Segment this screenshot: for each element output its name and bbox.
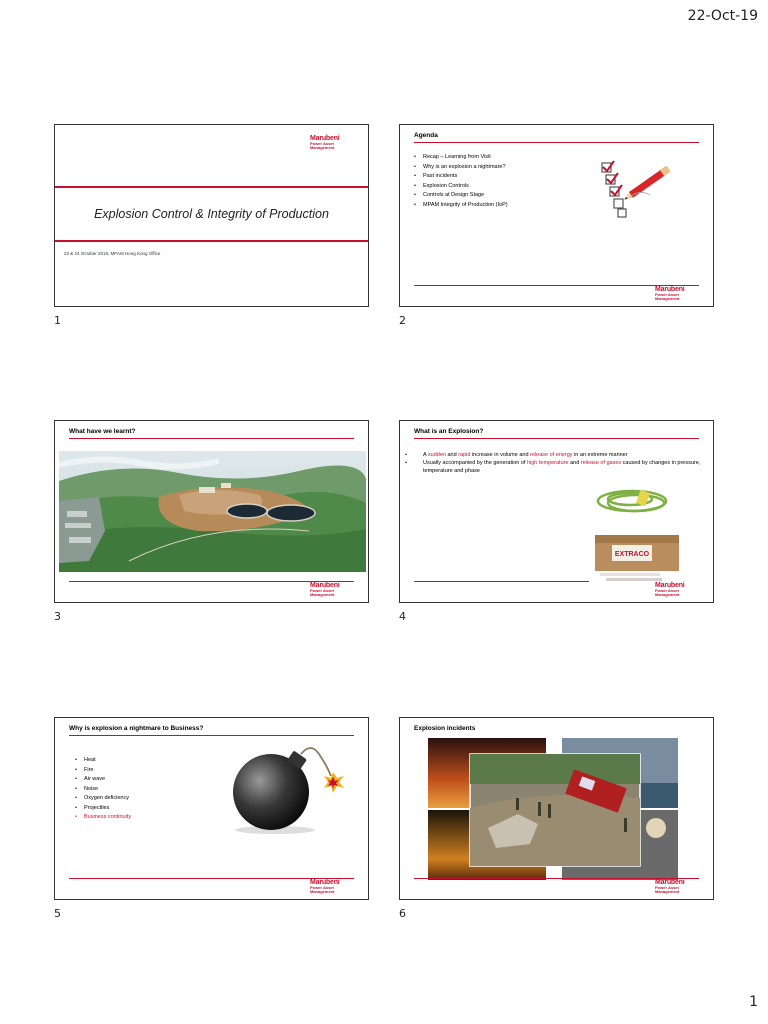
logo-subtext: Power Asset bbox=[655, 292, 679, 297]
list-item: • Usually accompanied by the generation of high temperature and release of gases caused by changes in pressure, temperature and phase bbox=[414, 459, 704, 475]
logo-subtext-2: Management bbox=[655, 592, 680, 597]
list-item: • Heat bbox=[75, 756, 131, 766]
slide-6[interactable] bbox=[399, 717, 714, 900]
logo-text: Marubeni bbox=[655, 879, 685, 886]
box-label: EXTRACO bbox=[614, 551, 650, 558]
definition-list bbox=[414, 451, 704, 475]
slide-title: What is an Explosion? bbox=[414, 428, 484, 435]
list-item: • Noise bbox=[75, 785, 131, 795]
list-item: • Recap – Learning from Visit bbox=[414, 153, 508, 163]
list-item: • Why is an explosion a nightmare? bbox=[414, 163, 508, 173]
list-item: • Fire bbox=[75, 766, 131, 776]
title-divider-top bbox=[55, 186, 368, 188]
slide-2[interactable] bbox=[399, 124, 714, 307]
slide-title: Explosion Control & Integrity of Production bbox=[94, 207, 329, 221]
marubeni-logo bbox=[310, 135, 354, 151]
logo-subtext-2: Management bbox=[310, 889, 335, 894]
title-rule bbox=[69, 438, 354, 439]
hazard-list bbox=[75, 756, 131, 823]
slide-number: 1 bbox=[54, 314, 61, 327]
slide-subtitle: 23 & 24 October 2019, MPAM Hong Kong Office bbox=[64, 251, 161, 256]
slide-1[interactable] bbox=[54, 124, 369, 307]
slide-number: 3 bbox=[54, 610, 61, 623]
logo-text: Marubeni bbox=[310, 879, 340, 886]
logo-subtext-2: Management bbox=[655, 889, 680, 894]
slide-title: Explosion incidents bbox=[414, 725, 476, 732]
slide-4[interactable] bbox=[399, 420, 714, 603]
list-item: • Projectiles bbox=[75, 804, 131, 814]
slide-number: 6 bbox=[399, 907, 406, 920]
slide-title: Why is explosion a nightmare to Business? bbox=[69, 725, 204, 732]
logo-subtext: Power Asset bbox=[310, 588, 334, 593]
marubeni-logo bbox=[310, 582, 354, 598]
slide-5[interactable] bbox=[54, 717, 369, 900]
marubeni-logo bbox=[655, 582, 699, 598]
logo-subtext-2: Management bbox=[310, 145, 335, 150]
marubeni-logo bbox=[310, 879, 354, 895]
logo-subtext: Power Asset bbox=[655, 885, 679, 890]
list-item: • MPAM Integrity of Production (IoP) bbox=[414, 201, 508, 211]
list-item: • Oxygen deficiency bbox=[75, 794, 131, 804]
logo-text: Marubeni bbox=[310, 135, 340, 142]
page-date: 22-Oct-19 bbox=[687, 8, 758, 24]
logo-subtext-2: Management bbox=[655, 296, 680, 301]
marubeni-logo bbox=[655, 286, 699, 302]
list-item: • Controls at Design Stage bbox=[414, 191, 508, 201]
list-item: • Explosion Controls bbox=[414, 182, 508, 192]
marubeni-logo bbox=[655, 879, 699, 895]
list-item: • A sudden and rapid increase in volume and release of energy in an extreme manner bbox=[414, 451, 704, 459]
list-item-highlight: • Business continuity bbox=[75, 813, 131, 823]
logo-subtext: Power Asset bbox=[655, 588, 679, 593]
logo-subtext-2: Management bbox=[310, 592, 335, 597]
title-rule bbox=[414, 438, 699, 439]
explosion-incidents-collage bbox=[428, 738, 678, 880]
slide-number: 2 bbox=[399, 314, 406, 327]
title-rule bbox=[414, 142, 699, 143]
bomb-icon bbox=[227, 744, 357, 836]
slide-number: 5 bbox=[54, 907, 61, 920]
slide-title: Agenda bbox=[414, 132, 438, 139]
title-divider-bottom bbox=[55, 240, 368, 242]
detonator-cord-photo bbox=[590, 481, 710, 585]
checklist-pencil-icon bbox=[596, 155, 684, 219]
list-item: • Air wave bbox=[75, 775, 131, 785]
page-number: 1 bbox=[749, 994, 758, 1010]
logo-text: Marubeni bbox=[655, 582, 685, 589]
slide-number: 4 bbox=[399, 610, 406, 623]
logo-text: Marubeni bbox=[310, 582, 340, 589]
list-item: • Past incidents bbox=[414, 172, 508, 182]
slide-title: What have we learnt? bbox=[69, 428, 136, 435]
logo-text: Marubeni bbox=[655, 286, 685, 293]
logo-subtext: Power Asset bbox=[310, 141, 334, 146]
footer-rule bbox=[414, 581, 589, 582]
logo-subtext: Power Asset bbox=[310, 885, 334, 890]
agenda-list bbox=[414, 153, 508, 210]
slide-3[interactable] bbox=[54, 420, 369, 603]
title-rule bbox=[69, 735, 354, 736]
aerial-mine-site-photo bbox=[59, 451, 366, 572]
